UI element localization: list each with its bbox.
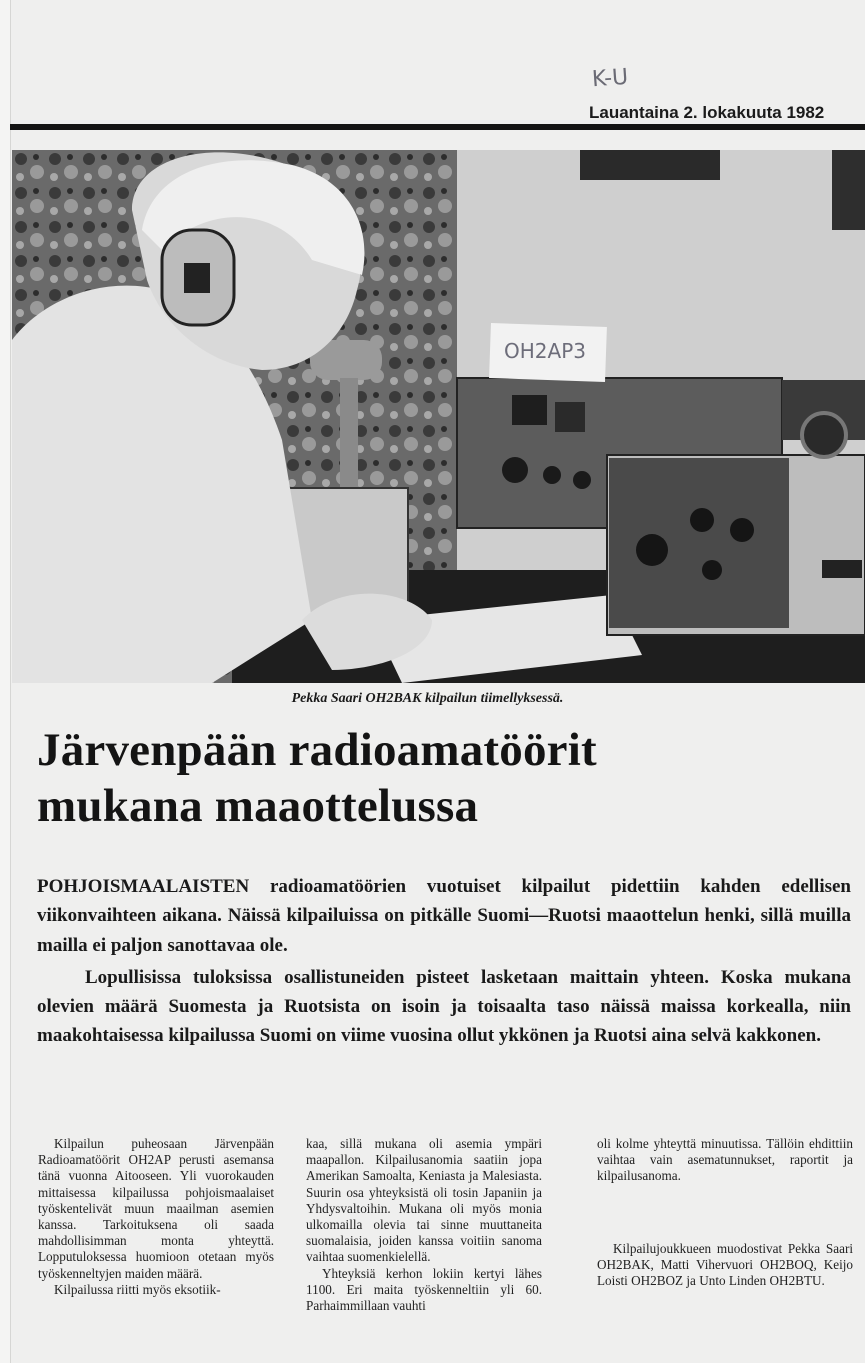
photo-caption: Pekka Saari OH2BAK kilpailun tiimellyksessä. (291, 691, 564, 706)
headline (37, 722, 857, 834)
lead-paragraphs (37, 872, 851, 1051)
body-paragraph: Yhteyksiä kerhon lokiin kertyi lähes 1100. Eri maita työskenneltiin yli 60. Parhaimmillaan vauhti (306, 1265, 542, 1314)
lead-paragraph-1: POHJOISMAALAISTEN radioamatöörien vuotuiset kilpailut pidettiin kahden edellisen viikonvaihteen aikana. Näissä kilpailuissa on pitkälle Suomi—Ruotsi maaottelun henki, sillä muilla mailla ei paljon sanottavaa ole. (37, 876, 851, 956)
headline-line-1: Järvenpään radioamatöörit (37, 724, 597, 776)
handwritten-note: K-U (591, 64, 629, 93)
body-paragraph: Kilpailussa riitti myös eksotiik- (54, 1281, 221, 1297)
body-column-1 (38, 1136, 274, 1298)
team-paragraph: Kilpailujoukkueen muodostivat Pekka Saari OH2BAK, Matti Vihervuori OH2BOQ, Keijo Loisti OH2BOZ ja Unto Linden OH2BTU. (597, 1240, 853, 1289)
body-paragraph: oli kolme yhteyttä minuutissa. Tällöin ehdittiin vaihtaa vain asematunnukset, raportit ja kilpailusanoma. (597, 1136, 853, 1184)
body-paragraph: Kilpailun puheosaan Järvenpään Radioamatöörit OH2AP perusti asemansa tänä vuonna Aitooseen. Yli vuorokauden mittaisessa kilpailussa pohjoismaalaiset työskentelivät muun maailman asemien kanssa. Tarkoituksena oli saada mahdollisimman monta yhteyttä. Lopputuloksessa huomioon otetaan myös työskenneltyjen maiden määrä. (38, 1136, 274, 1281)
dateline: Lauantaina 2. lokakuuta 1982 (589, 103, 825, 122)
body-paragraph: kaa, sillä mukana oli asemia ympäri maapallon. Kilpailusanomia saatiin jopa Amerikan Samoalta, Keniasta ja Malesiasta. Suurin osa yhteyksistä oli tosin Japaniin ja Yhdysvaltoihin. Mukana oli myös monia ulkomailla olevia tai sinne muuttaneita suomalaisia, joiden kanssa voitiin sanoma vaihtaa suomenkielellä. (306, 1136, 542, 1265)
callsign-sign-text: OH2AP3 (504, 339, 586, 363)
article-photo (12, 150, 865, 683)
body-column-3 (597, 1136, 853, 1289)
photo-illustration (12, 150, 865, 683)
headline-line-2: mukana maaottelussa (37, 780, 479, 832)
header-rule (10, 124, 865, 130)
lead-paragraph-2: Lopullisissa tuloksissa osallistuneiden pisteet lasketaan maittain yhteen. Koska mukana olevien määrä Suomesta ja Ruotsista on isoin ja toisaalta taso näissä maissa korkealla, niin maakohtaisessa kilpailussa Suomi on viime vuosina ollut ykkönen ja Ruotsi aina selvä kakkonen. (37, 966, 851, 1047)
body-column-2 (306, 1136, 542, 1314)
